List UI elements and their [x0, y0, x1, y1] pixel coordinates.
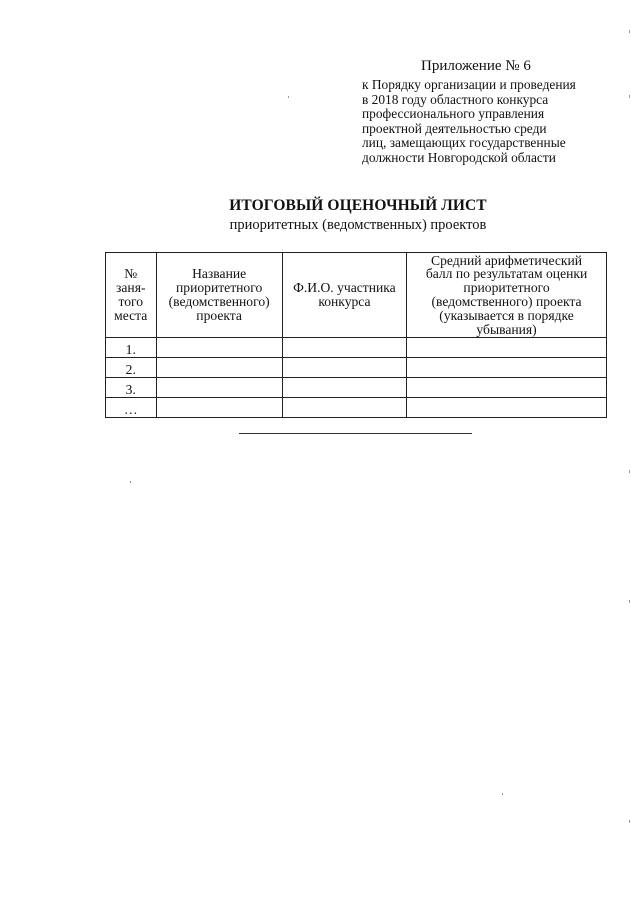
scan-speck	[629, 470, 630, 473]
table-row	[106, 358, 607, 378]
cell-project-name	[156, 378, 282, 398]
header-line: Ф.И.О. участника	[293, 280, 396, 296]
appendix-title: Приложение № 6	[421, 58, 531, 74]
header-line: убывания)	[476, 321, 537, 337]
header-line: приоритетного	[463, 280, 550, 296]
document-subtitle: приоритетных (ведомственных) проектов	[229, 217, 487, 233]
scan-speck	[629, 600, 630, 603]
header-line: балл по результатам оценки	[425, 266, 588, 282]
header-project-name	[156, 253, 282, 338]
header-line: (ведомственного)	[168, 294, 270, 309]
appendix-line: должности Новгородской области	[362, 149, 556, 165]
cell-project-name	[156, 398, 282, 418]
cell-place: 1.	[106, 338, 157, 358]
appendix-line: лиц, замещающих государственные	[362, 135, 566, 151]
header-line: №	[124, 266, 138, 282]
cell-participant	[282, 338, 406, 358]
appendix-line: проектной деятельностью среди	[362, 120, 547, 136]
table-row	[106, 398, 607, 418]
header-line: Название	[192, 266, 247, 282]
scan-speck	[629, 30, 630, 33]
scan-speck	[288, 96, 289, 98]
header-line: того	[118, 294, 144, 309]
cell-participant	[282, 398, 406, 418]
header-average-score	[407, 253, 607, 338]
scan-speck	[502, 793, 503, 795]
cell-project-name	[156, 338, 282, 358]
header-line: (указывается в порядке	[439, 307, 574, 323]
table-header-row	[106, 253, 607, 338]
document-title: ИТОГОВЫЙ ОЦЕНОЧНЫЙ ЛИСТ	[229, 197, 487, 214]
cell-participant	[282, 378, 406, 398]
header-line: приоритетного	[176, 280, 263, 296]
appendix-reference	[362, 78, 576, 166]
cell-place: 3.	[106, 378, 157, 398]
scan-speck	[629, 95, 630, 98]
header-line: (ведомственного) проекта	[431, 294, 582, 309]
header-participant	[282, 253, 406, 338]
table-row	[106, 338, 607, 358]
cell-score	[407, 378, 607, 398]
closing-rule	[239, 433, 472, 434]
header-line: заня-	[116, 280, 146, 296]
cell-participant	[282, 358, 406, 378]
appendix-line: профессионального управления	[362, 106, 545, 122]
header-line: проекта	[196, 307, 242, 323]
scan-speck	[629, 820, 630, 823]
table-row	[106, 378, 607, 398]
header-line: места	[114, 307, 148, 323]
appendix-line: к Порядку организации и проведения	[362, 77, 576, 92]
score-table	[105, 252, 607, 418]
header-line: Средний арифметический	[431, 252, 583, 268]
cell-score	[407, 338, 607, 358]
cell-place: 2.	[106, 358, 157, 378]
header-line: конкурса	[318, 294, 371, 309]
cell-project-name	[156, 358, 282, 378]
cell-score	[407, 358, 607, 378]
scan-speck	[130, 481, 131, 483]
cell-score	[407, 398, 607, 418]
cell-place: …	[106, 398, 157, 418]
header-place	[106, 253, 157, 338]
appendix-line: в 2018 году областного конкурса	[362, 91, 549, 107]
